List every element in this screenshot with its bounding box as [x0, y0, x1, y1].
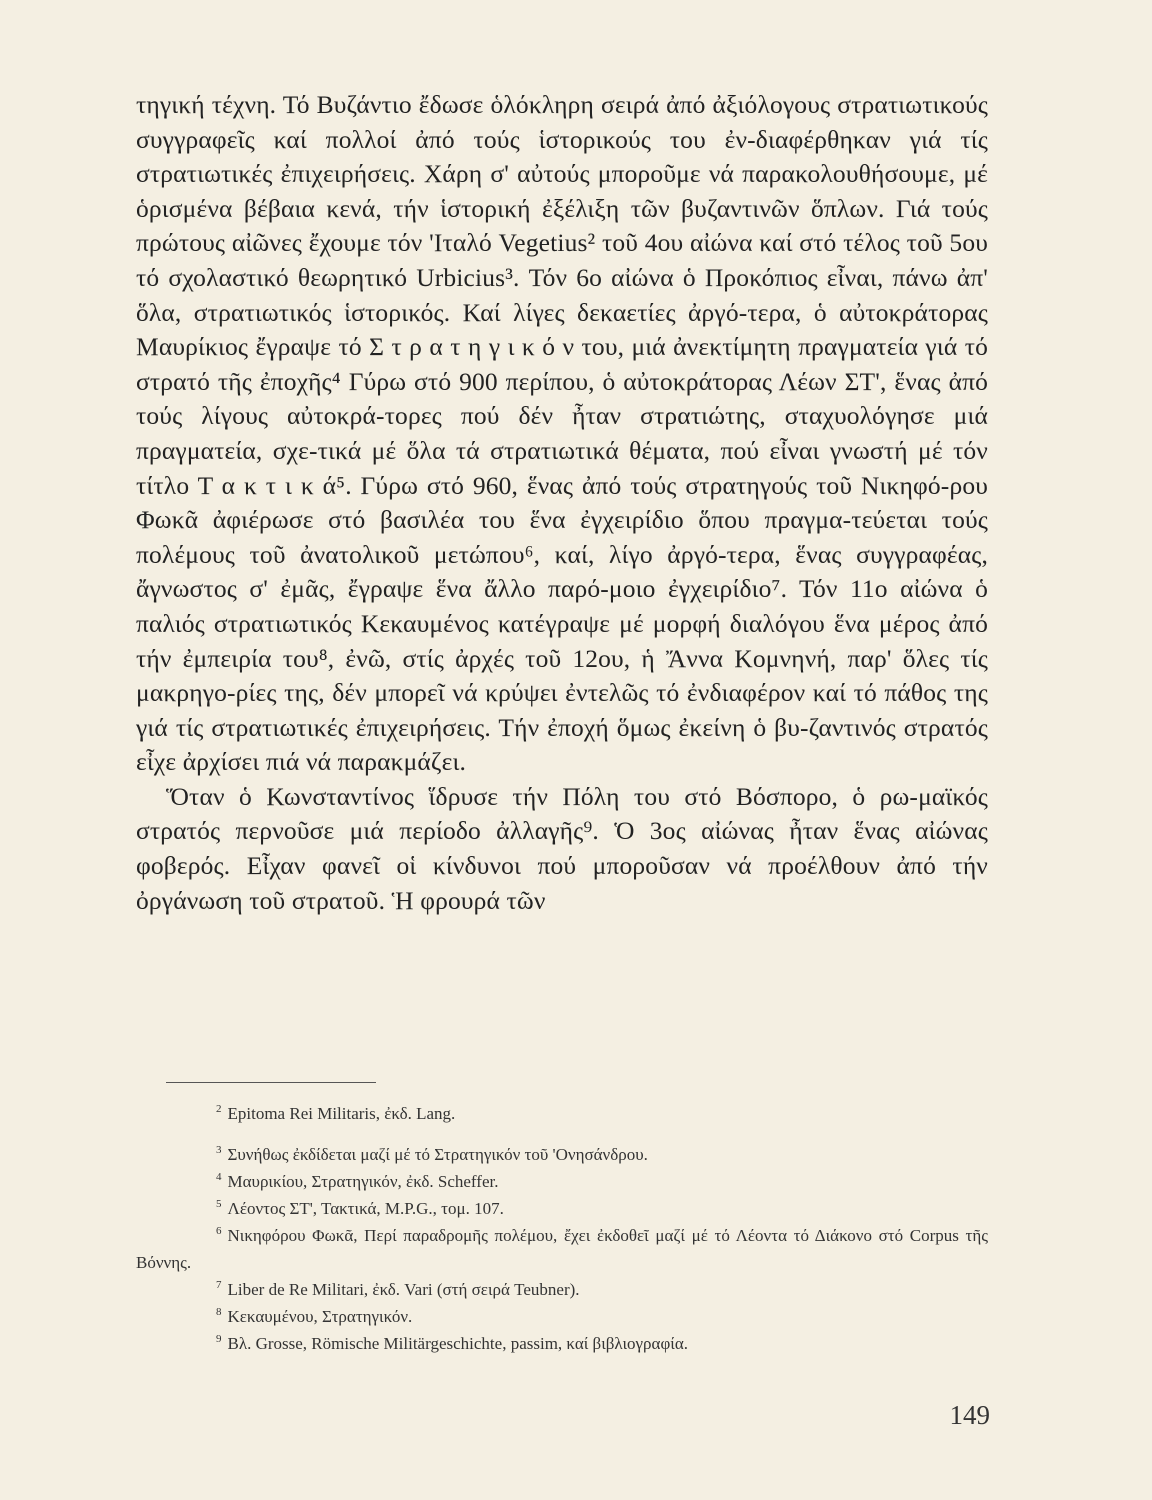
paragraph-1: τηγική τέχνη. Τό Βυζάντιο ἔδωσε ὁλόκληρη σειρά ἀπό ἀξιόλογους στρατιωτικούς συγγραφεῖς καί πολλοί ἀπό τούς ἱστορικούς του ἐν-διαφέρθηκαν γιά τίς στρατιωτικές ἐπιχειρήσεις. Χάρη σ' αὐτούς μποροῦμε νά παρακολουθήσουμε, μέ ὁρισμένα βέβαια κενά, τήν ἱστορική ἐξέλιξη τῶν βυζαντινῶν ὅπλων. Γιά τούς πρώτους αἰῶνες ἔχουμε τόν 'Ιταλό Vegetius² τοῦ 4ου αἰώνα καί στό τέλος τοῦ 5ου τό σχολαστικό θεωρητικό Urbicius³. Τόν 6ο αἰώνα ὁ Προκόπιος εἶναι, πάνω ἀπ' ὅλα, στρατιωτικός ἱστορικός. Καί λίγες δεκαετίες ἀργό-τερα, ὁ αὐτοκράτορας Μαυρίκιος ἔγραψε τό Σ τ ρ α τ η γ ι κ ό ν του, μιά ἀνεκτίμητη πραγματεία γιά τό στρατό τῆς ἐποχῆς⁴ Γύρω στό 900 περίπου, ὁ αὐτοκράτορας Λέων ΣΤ', ἕνας ἀπό τούς λίγους αὐτοκρά-τορες πού δέν ἦταν στρατιώτης, σταχυολόγησε μιά πραγματεία, σχε-τικά μέ ὅλα τά στρατιωτικά θέματα, πού εἶναι γνωστή μέ τόν τίτλο Τ α κ τ ι κ ά⁵. Γύρω στό 960, ἕνας ἀπό τούς στρατηγούς τοῦ Νικηφό-ρου Φωκᾶ ἀφιέρωσε στό βασιλέα του ἕνα ἐγχειρίδιο ὅπου πραγμα-τεύεται τούς πολέμους τοῦ ἀνατολικοῦ μετώπου⁶, καί, λίγο ἀργό-τερα, ἕνας συγγραφέας, ἄγνωστος σ' ἐμᾶς, ἔγραψε ἕνα ἄλλο παρό-μοιο ἐγχειρίδιο⁷. Τόν 11ο αἰώνα ὁ παλιός στρατιωτικός Κεκαυμένος κατέγραψε μέ μορφή διαλόγου ἕνα μέρος ἀπό τήν ἐμπειρία του⁸, ἐνῶ, στίς ἀρχές τοῦ 12ου, ἡ Ἄννα Κομνηνή, παρ' ὅλες τίς μακρηγο-ρίες της, δέν μπορεῖ νά κρύψει ἐντελῶς τό ἐνδιαφέρον καί τό πάθος της γιά τίς στρατιωτικές ἐπιχειρήσεις. Τήν ἐποχή ὅμως ἐκείνη ὁ βυ-ζαντινός στρατός εἶχε ἀρχίσει πιά νά παρακμάζει.: [136, 90, 988, 777]
footnote-text: Κεκαυμένου, Στρατηγικόν.: [227, 1307, 413, 1326]
footnote-2: 2 Epitoma Rei Militaris, ἐκδ. Lang.: [216, 1103, 456, 1123]
footnote-8: 8 Κεκαυμένου, Στρατηγικόν.: [216, 1306, 413, 1326]
footnote-6: 6 Νικηφόρου Φωκᾶ, Περί παραδρομῆς πολέμου, ἔχει ἐκδοθεῖ μαζί μέ τό Λέοντα τό Διάκονο στό Corpus τῆς Βόννης.: [136, 1225, 988, 1272]
footnote-text: Epitoma Rei Militaris, ἐκδ. Lang.: [227, 1104, 456, 1123]
main-text: [136, 88, 988, 918]
footnote-text: Συνήθως ἐκδίδεται μαζί μέ τό Στρατηγικόν τοῦ 'Ονησάνδρου.: [227, 1145, 648, 1164]
footnote-separator: [166, 1082, 376, 1083]
footnote-text: Μαυρικίου, Στρατηγικόν, ἐκδ. Scheffer.: [227, 1172, 499, 1191]
footnote-4: 4 Μαυρικίου, Στρατηγικόν, ἐκδ. Scheffer.: [216, 1171, 499, 1191]
footnote-text: Λέοντος ΣΤ', Τακτικά, M.P.G., τομ. 107.: [227, 1199, 504, 1218]
footnote-5: 5 Λέοντος ΣΤ', Τακτικά, M.P.G., τομ. 107.: [216, 1198, 504, 1218]
footnote-text: Βλ. Grosse, Römische Militärgeschichte, passim, καί βιβλιογραφία.: [227, 1334, 688, 1353]
footnote-text: Liber de Re Militari, ἐκδ. Vari (στή σειρά Teubner).: [227, 1280, 580, 1299]
footnote-3: 3 Συνήθως ἐκδίδεται μαζί μέ τό Στρατηγικόν τοῦ 'Ονησάνδρου.: [216, 1144, 648, 1164]
footnote-7: 7 Liber de Re Militari, ἐκδ. Vari (στή σειρά Teubner).: [216, 1279, 580, 1299]
footnote-text: Νικηφόρου Φωκᾶ, Περί παραδρομῆς πολέμου, ἔχει ἐκδοθεῖ μαζί μέ τό Λέοντα τό Διάκονο στό Corpus τῆς Βόννης.: [136, 1226, 988, 1272]
page-number: 149: [949, 1400, 990, 1430]
paragraph-2: Ὅταν ὁ Κωνσταντίνος ἵδρυσε τήν Πόλη του στό Βόσπορο, ὁ ρω-μαϊκός στρατός περνοῦσε μιά περίοδο ἀλλαγῆς⁹. Ὁ 3ος αἰώνας ἦταν ἕνας αἰώνας φοβερός. Εἶχαν φανεῖ οἱ κίνδυνοι πού μποροῦσαν νά προέλθουν ἀπό τήν ὀργάνωση τοῦ στρατοῦ. Ἡ φρουρά τῶν: [136, 781, 988, 915]
footnotes: [136, 1100, 988, 1357]
footnote-9: 9 Βλ. Grosse, Römische Militärgeschichte, passim, καί βιβλιογραφία.: [216, 1333, 688, 1353]
